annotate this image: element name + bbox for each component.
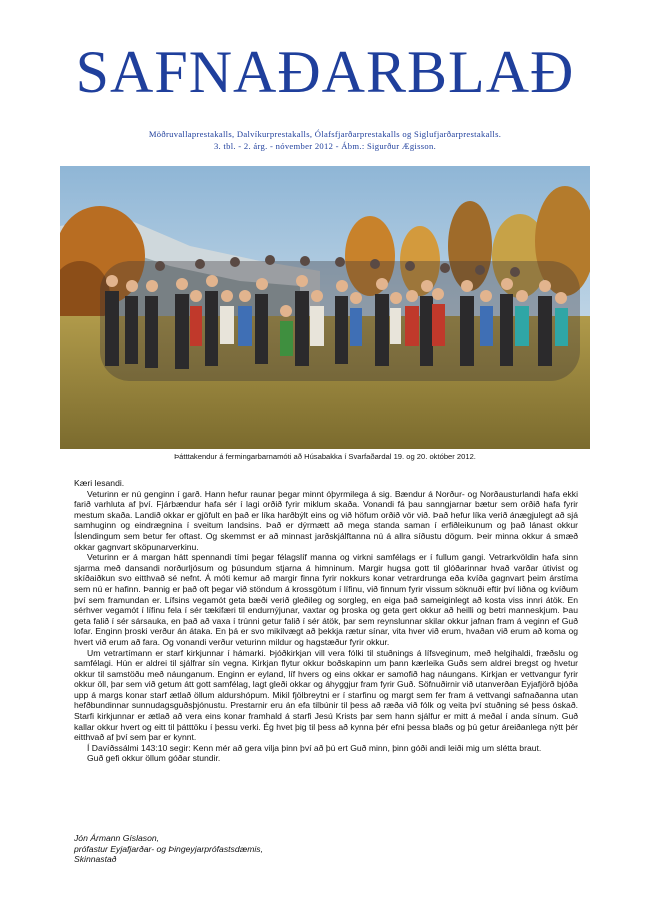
signature (74, 833, 474, 865)
article-body (74, 478, 578, 764)
greeting: Kæri lesandi. (74, 478, 125, 488)
closing-line: Guð gefi okkur öllum góðar stundir. (87, 753, 221, 764)
author-place: Skinnastað (74, 854, 117, 865)
psalm-quote: Í Davíðssálmi 143:10 segir: Kenn mér að gera vilja þinn því að þú ert Guð minn, þinn góði andi leiði mig um slétta braut. (87, 742, 542, 753)
parishes-subtitle: Möðruvallaprestakalls, Dalvíkurprestakalls, Ólafsfjarðarprestakalls og Siglufjarðarprestakalls. (148, 129, 502, 139)
paragraph: Veturinn er nú genginn í garð. Hann hefur raunar þegar minnt óþyrmilega á sig. Bændur á Norður- og Norðausturlandi hafa ekki farið varhluta af því. Fjárbændur hafa sér í lagi orðið fyrir miklum skaða. Vonandi fá þau sanngjarnar bætur sem orðið hafa fyrir mestum skaða. Landið okkar er gjöfult en það er líka harðbýlt eins og við höfum orðið vör við. Það hefur líka verið ánægjulegt að sjá samhuginn og eindrægnina í sveitum landsins. Það er dýrmætt að mega standa saman í erfiðleikunum og það lánast okkur Íslendingum sem betur fer oftast. Og skemmst er að minnast jarðskjálftanna nú á allra síðustu dögum. Þeir minna okkur á smæð okkar gagnvart sköpunarverkinu. (74, 488, 578, 552)
group-photo (60, 166, 590, 449)
paragraph: Veturinn er á margan hátt spennandi tími þegar félagslíf manna og virkni samfélags er í fullum gangi. Vetrarkvöldin hafa sinn sjarma með dansandi norðurljósum og þúsundum stjarna á himninum. Margir hugsa gott til glóðarinnar hvað varðar útivist og skíðaiðkun svo eitthvað sé nefnt. Á móti kemur að margir finna fyrir nokkurs konar vetrardrunga eða kvíða gagnvart þeim árstíma sem nú er hafinn. Þannig er það oft þegar við stöndum á krossgötum í lífinu, við finnum fyrir vissum söknuði eftir því liðna og kvíðum því sem framundan er. Lífsins vegamót geta bæði verið gleðileg og sorgleg, en eiga það sameiginlegt að kosta viss innri átök. En sérhver vegamót í lífinu fela í sér tækifæri til endurnýjunar, vaxtar og þroska og geta gert okkur að heilli og betri manneskjum. Þau geta falið í sér sársauka, en það að vaxa í trúnni getur falið í sér átök, þar sem reynslunnar skilar okkur jafnan fram á veginn ef Guð lofar. Enginn þroski verður án átaka. En þá er svo mikilvægt að þekkja rætur sínar, vita hver við erum, hvaðan við erum að koma og hvert við erum að fara. Og vonandi verður veturinn mildur og hagstæður fyrir okkur. (74, 552, 578, 647)
author-title: prófastur Eyjafjarðar- og Þingeyjarprófastsdæmis, (74, 843, 263, 854)
photo-caption: Þátttakendur á fermingarbarnamóti að Húsabakka í Svarfaðardal 19. og 20. október 2012. (174, 452, 476, 461)
issue-info: 3. tbl. - 2. árg. - nóvember 2012 - Ábm.: Sigurður Ægisson. (213, 141, 437, 151)
author-name: Jón Ármann Gíslason, (74, 833, 160, 843)
paragraph: Um vetrartímann er starf kirkjunnar í hámarki. Þjóðkirkjan vill vera fólki til stuðnings á lífsveginum, með helgihaldi, fræðslu og samfélagi. Hún er aldrei til sjálfrar sín vegna. Kirkjan flytur okkur boðskapinn um þann kærleika Guðs sem aldrei bregst og hvetur okkur til samstöðu með náunganum. Enginn er eyland, líf hvers og eins okkar er samofið hag náungans. Kirkjan er vettvangur fyrir okkur öll, þar sem við getum átt gott samfélag, lagt gleði okkar og áhyggjur fram fyrir Guð. Söfnuðirnir við utanverðan Eyjafjörð bjóða upp á margs konar starf ætlað öllum aldurshópum. Mikil fjölbreytni er í starfinu og margt sem fer fram á vettvangi safnaðanna utan hefðbundinnar sunnudagsguðsþjónustu. Prestarnir eru án efa tilbúnir til þess að ræða við fólk og veita því stuðning sé þess óskað. Starfi kirkjunnar er ætlað að vera eins konar framhald á starfi Jesú Krists þar sem hann sjálfur er mitt á meðal í anda sínum. Guð kallar okkur hvert og eitt til þátttöku í þessu verki. Ég hvet þig til þess að kynna þér efni þessa blaðs og þú getur áreiðanlega nýtt þér eitthvað af því sem þar er kynnt. (74, 647, 578, 743)
newsletter-title: SAFNAÐARBLAÐ (75, 39, 575, 105)
